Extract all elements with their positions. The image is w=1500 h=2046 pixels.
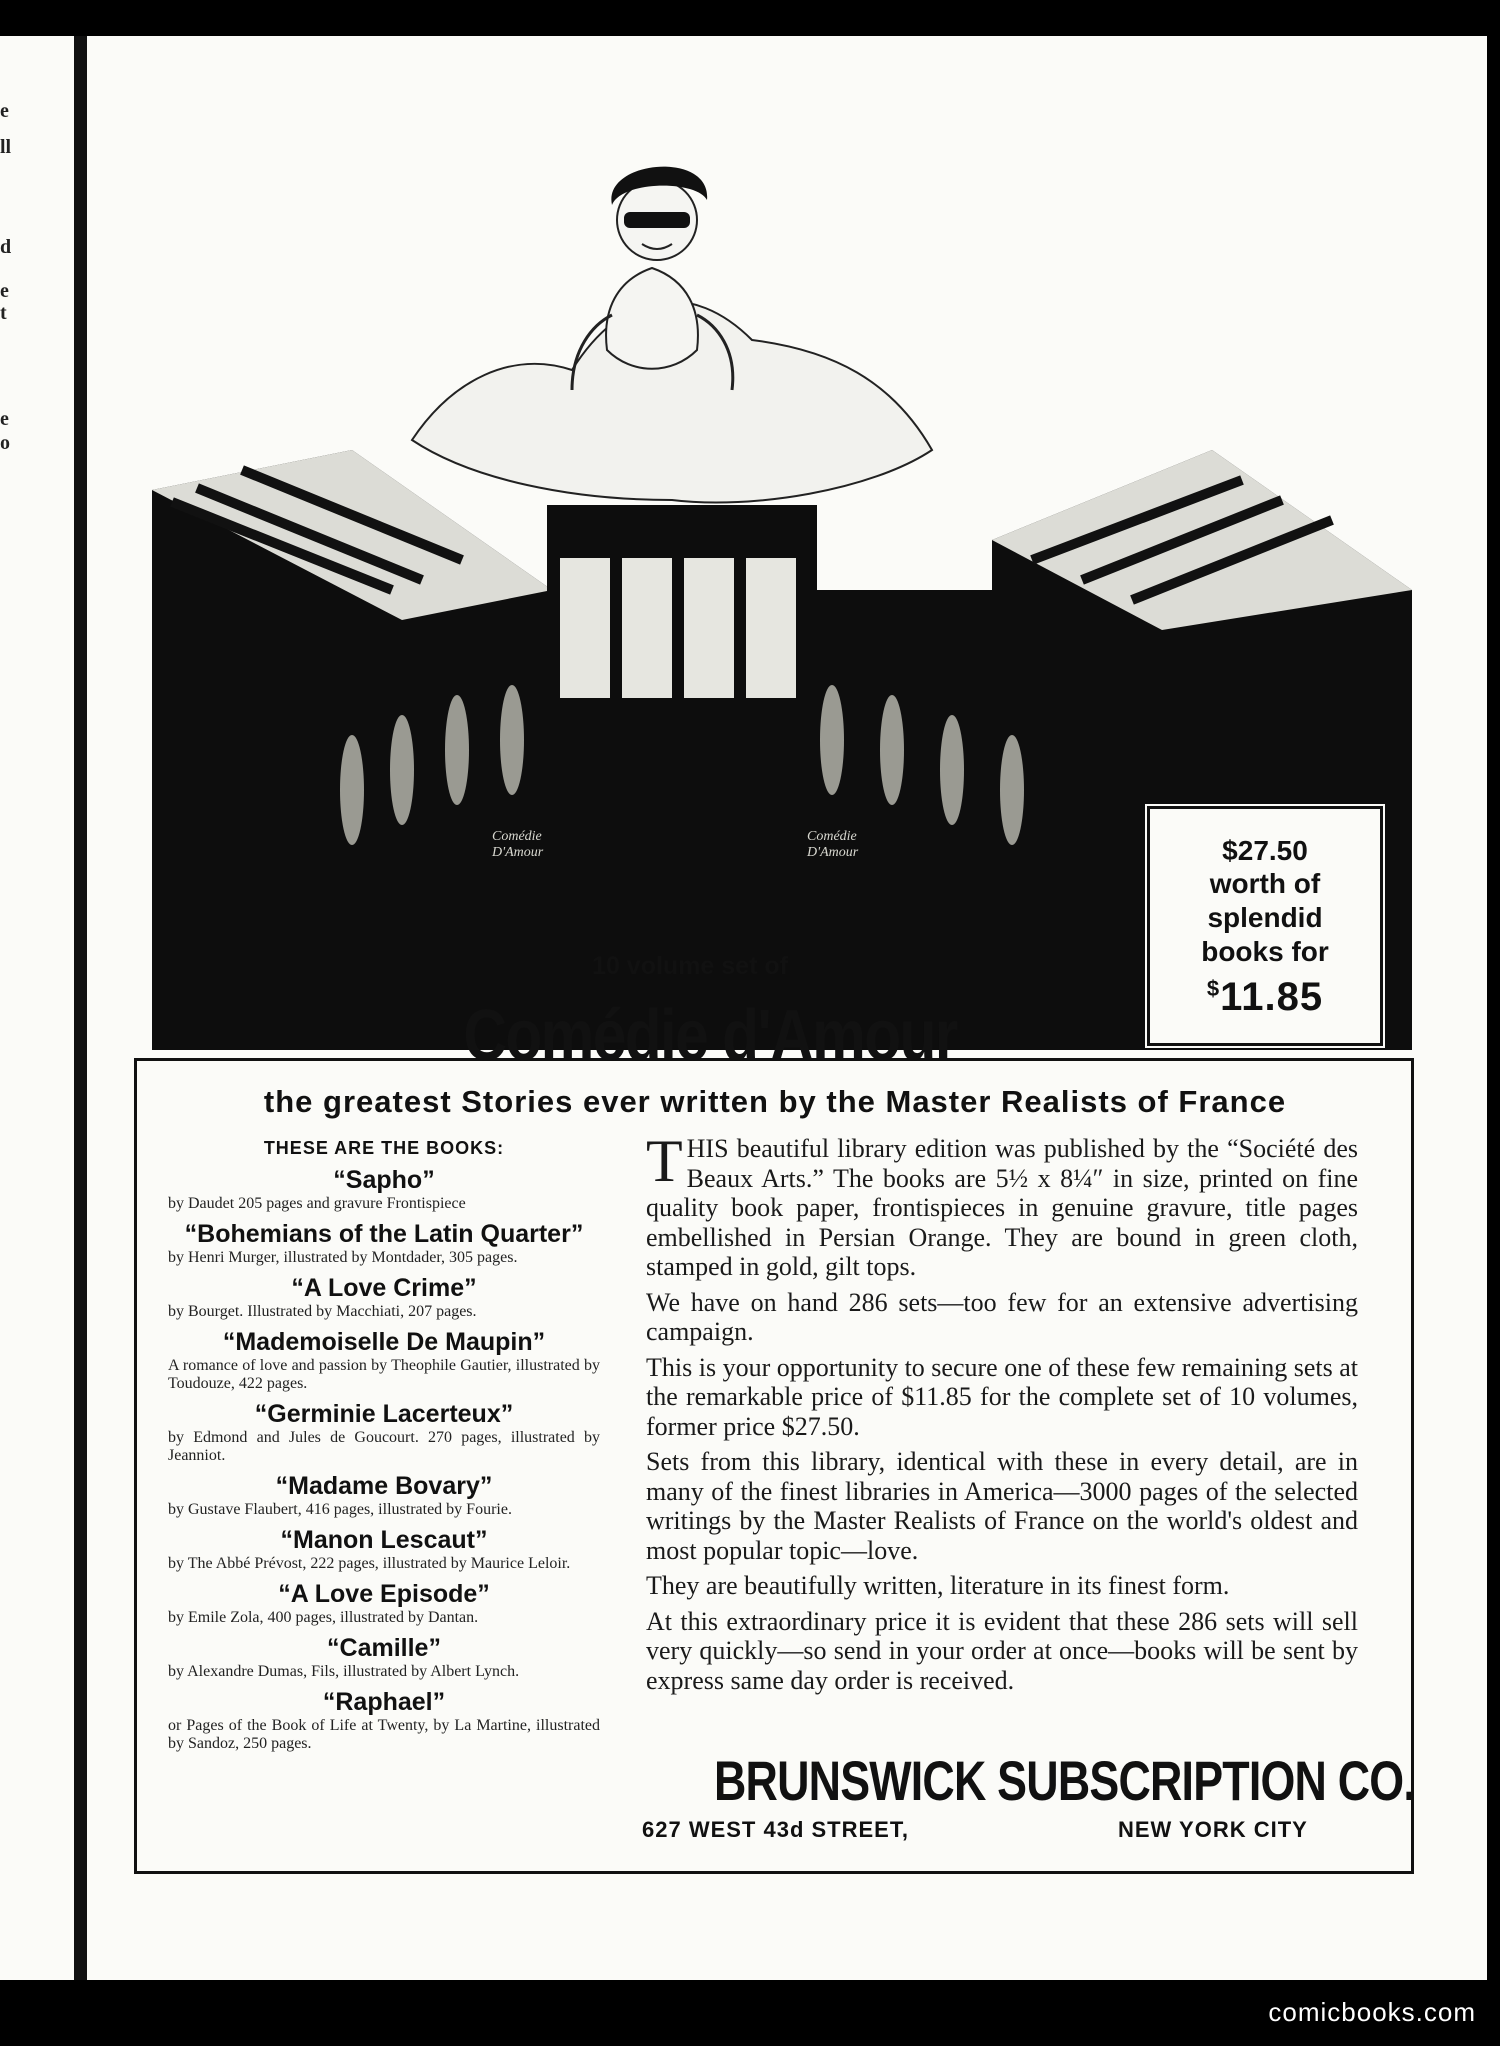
- page-gutter: [74, 36, 87, 1980]
- book-entry: [168, 1327, 600, 1393]
- margin-fragment: e: [0, 280, 9, 302]
- book-description: by The Abbé Prévost, 222 pages, illustrated by Maurice Leloir.: [168, 1555, 571, 1572]
- book-entry: [168, 1273, 600, 1321]
- torso: [606, 268, 698, 369]
- ad-title: Comédie d'Amour: [463, 996, 957, 1076]
- book-entry: [168, 1219, 600, 1267]
- book-entry: [168, 1165, 600, 1213]
- margin-fragment: e: [0, 100, 9, 122]
- book-description: by Bourget. Illustrated by Macchiati, 207 pages.: [168, 1303, 477, 1320]
- book-title: “Germinie Lacerteux”: [254, 1400, 514, 1428]
- book-entry: [168, 1579, 600, 1627]
- books-list: [168, 1138, 600, 1759]
- company-street: 627 WEST 43d STREET,: [642, 1817, 909, 1842]
- mask-icon: [624, 212, 690, 228]
- drop-cap: T: [646, 1128, 683, 1194]
- price-box: [1147, 806, 1383, 1046]
- books-heading: THESE ARE THE BOOKS:: [263, 1138, 505, 1158]
- spine-label: D'Amour: [807, 845, 859, 860]
- company-city: NEW YORK CITY: [1118, 1817, 1308, 1842]
- margin-fragment: d: [0, 236, 12, 258]
- body-paragraph: Sets from this library, identical with these in every detail, are in many of the finest libraries in America—3000 pages of the selected writings by the Master Realists of France on the world's oldest and most popular topic—love.: [646, 1447, 1358, 1565]
- spine-label: Comédie: [492, 829, 542, 844]
- margin-fragment: e: [0, 408, 9, 430]
- book-description: or Pages of the Book of Life at Twenty, by La Martine, illustrated by Sandoz, 250 pages.: [168, 1717, 600, 1752]
- sale-price: $11.85: [1206, 975, 1324, 1019]
- book-title: “Madame Bovary”: [275, 1472, 493, 1500]
- original-price: $27.50: [1222, 835, 1308, 866]
- body-paragraph: They are beautifully written, literature in its finest form.: [646, 1571, 1230, 1600]
- margin-fragment: ll: [0, 136, 12, 158]
- margin-fragment: t: [0, 302, 7, 324]
- book-entry: [168, 1525, 600, 1573]
- book-title: “Manon Lescaut”: [280, 1526, 488, 1554]
- price-box-line: worth of: [1209, 868, 1321, 899]
- company-name: BRUNSWICK SUBSCRIPTION CO.: [714, 1749, 1415, 1812]
- book-entry: [168, 1687, 600, 1753]
- book-title: “Camille”: [327, 1634, 441, 1662]
- book-description: by Gustave Flaubert, 416 pages, illustrated by Fourie.: [168, 1501, 512, 1518]
- book-description: by Emile Zola, 400 pages, illustrated by Dantan.: [168, 1609, 479, 1626]
- body-paragraph: We have on hand 286 sets—too few for an extensive advertising campaign.: [646, 1287, 1358, 1346]
- book-description: A romance of love and passion by Theophile Gautier, illustrated by Toudouze, 422 pages.: [168, 1357, 600, 1392]
- ad-intro: 10 volume set of: [592, 952, 788, 980]
- book-description: by Daudet 205 pages and gravure Frontispiece: [168, 1195, 466, 1212]
- spine-label: D'Amour: [492, 845, 544, 860]
- book-title: “Mademoiselle De Maupin”: [222, 1328, 546, 1356]
- book-description: by Edmond and Jules de Goucourt. 270 pages, illustrated by Jeanniot.: [168, 1429, 600, 1464]
- margin-fragment: o: [0, 432, 10, 454]
- book-description: by Henri Murger, illustrated by Montdader, 305 pages.: [168, 1249, 518, 1266]
- book-description: by Alexandre Dumas, Fils, illustrated by Albert Lynch.: [168, 1663, 520, 1680]
- price-box-line: books for: [1201, 936, 1329, 967]
- ad-subtitle: the greatest Stories ever written by the Master Realists of France: [263, 1084, 1287, 1119]
- book-entry: [168, 1471, 600, 1519]
- site-watermark: comicbooks.com: [1268, 1997, 1476, 2027]
- body-paragraph: At this extraordinary price it is evident that these 286 sets will sell very quickly—so send in your order at once—books will be sent by express same day order is received.: [646, 1606, 1358, 1695]
- book-title: “Sapho”: [333, 1166, 435, 1194]
- book-entry: [168, 1633, 600, 1681]
- spine-label: Comédie: [807, 829, 857, 844]
- price-box-line: splendid: [1207, 902, 1323, 933]
- book-title: “Raphael”: [322, 1688, 446, 1716]
- book-entry: [168, 1399, 600, 1465]
- book-title: “A Love Episode”: [278, 1580, 490, 1608]
- body-paragraph: THIS beautiful library edition was published by the “Société des Beaux Arts.” The books are 5½ x 8¼″ in size, printed on fine quality book paper, frontispieces in genuine gravure, title pages embellished in Persian Orange. They are bound in green cloth, stamped in gold, gilt tops.: [646, 1128, 1358, 1281]
- ad-body-copy: [646, 1128, 1358, 1701]
- book-title: “A Love Crime”: [291, 1274, 477, 1302]
- adjacent-page-edge: [0, 36, 74, 1980]
- body-paragraph: This is your opportunity to secure one of these few remaining sets at the remarkable price of $11.85 for the complete set of 10 volumes, former price $27.50.: [646, 1352, 1358, 1441]
- book-title: “Bohemians of the Latin Quarter”: [184, 1220, 584, 1248]
